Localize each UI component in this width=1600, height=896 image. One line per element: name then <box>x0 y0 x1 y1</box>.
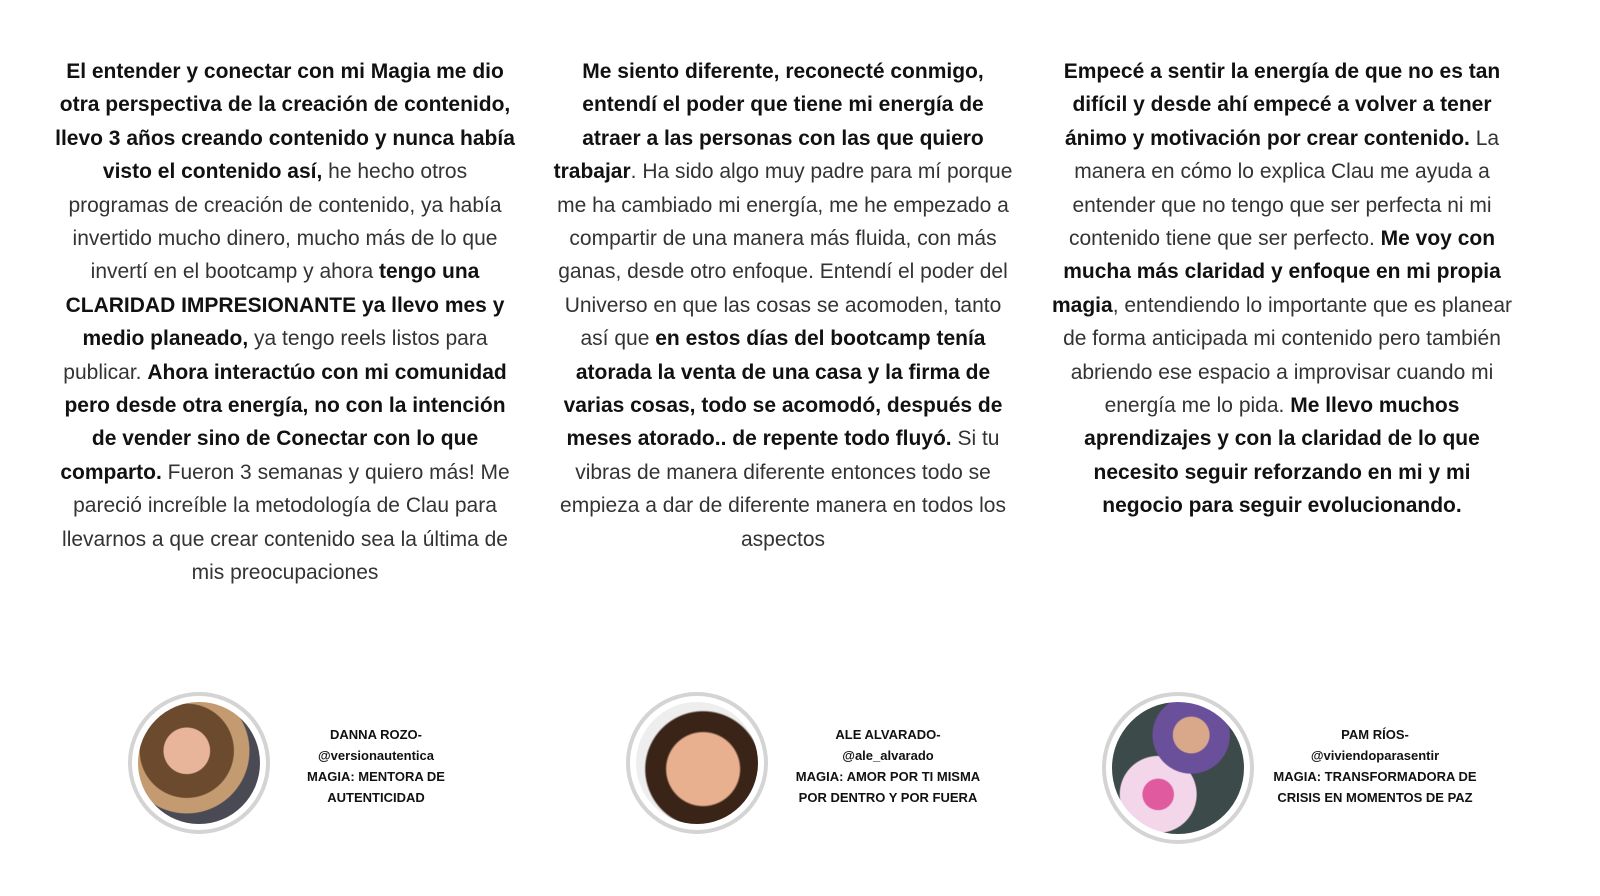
text-segment: . Ha sido algo muy padre para mí porque me ha cambiado mi energía, me he empezado a compartir de una manera más fluida, con más ganas, desde otro enfoque. Entendí el poder del Universo en que las cosas se acomoden, tanto así que <box>557 160 1013 351</box>
author-handle: @viviendoparasentir <box>1310 748 1440 763</box>
author-handle: @ale_alvarado <box>842 748 934 763</box>
bold-text-segment: Me llevo muchos aprendizajes y con la claridad de lo que necesito seguir reforzando en mi y mi negocio para seguir evolucionando. <box>1084 394 1480 518</box>
author-magia: MAGIA: AMOR POR TI MISMA <box>795 769 981 784</box>
bold-text-segment: en estos días del bootcamp tenía atorada la venta de una casa y la firma de varias cosas, todo se acomodó, después de meses atorado.. de repente todo fluyó. <box>563 327 1003 451</box>
author-meta <box>778 724 998 808</box>
text-segment: Fueron 3 semanas y quiero más! Me pareció increíble la metodología de Clau para llevarnos a que crear contenido sea la última de mis preocupaciones <box>62 460 510 585</box>
bold-text-segment: Ahora interactúo con mi comunidad pero desde otra energía, no con la intención de vender sino de Conectar con lo que comparto. <box>60 360 507 484</box>
avatar <box>626 692 768 834</box>
text-segment: , entendiendo lo importante que es planear de forma anticipada mi contenido pero también abriendo ese espacio a improvisar cuando mi energía me lo pida. <box>1063 293 1512 418</box>
text-segment: ya tengo reels listos para publicar. <box>63 327 488 384</box>
bold-text-segment: Me siento diferente, reconecté conmigo, entendí el poder que tiene mi energía de atraer a las personas con las que quiero trabajar <box>553 60 984 184</box>
author-magia: AUTENTICIDAD <box>327 790 425 805</box>
author-magia: CRISIS EN MOMENTOS DE PAZ <box>1277 790 1473 805</box>
author-meta <box>266 724 486 808</box>
text-segment: Si tu vibras de manera diferente entonces todo se empieza a dar de diferente manera en todos los aspectos <box>560 427 1006 551</box>
avatar <box>128 692 270 834</box>
author-magia: POR DENTRO Y POR FUERA <box>798 790 978 805</box>
testimonial-text <box>1052 55 1512 523</box>
text-segment: La manera en cómo lo explica Clau me ayuda a entender que no tengo que ser perfecta ni mi contenido tiene que ser perfecto. <box>1068 126 1500 251</box>
bold-text-segment: tengo una CLARIDAD IMPRESIONANTE ya llevo mes y medio planeado, <box>65 260 505 351</box>
bold-text-segment: Empecé a sentir la energía de que no es tan difícil y desde ahí empecé a volver a tener ánimo y motivación por crear contenido. <box>1063 60 1501 150</box>
testimonial-text <box>55 55 515 590</box>
author-meta <box>1265 724 1485 808</box>
bold-text-segment: Me voy con mucha más claridad y enfoque en mi propia magia <box>1052 227 1501 317</box>
author-magia: MAGIA: TRANSFORMADORA DE <box>1273 769 1477 784</box>
avatar <box>1102 692 1254 844</box>
author-name: PAM RÍOS- <box>1341 727 1409 742</box>
bold-text-segment: El entender y conectar con mi Magia me dio otra perspectiva de la creación de contenido, llevo 3 años creando contenido y nunca había visto el contenido así, <box>55 60 515 184</box>
author-name: ALE ALVARADO- <box>835 727 941 742</box>
author-name: DANNA ROZO- <box>330 727 422 742</box>
author-magia: MAGIA: MENTORA DE <box>307 769 445 784</box>
text-segment: he hecho otros programas de creación de contenido, ya había invertido mucho dinero, mucho más de lo que invertí en el bootcamp y ahora <box>68 160 502 284</box>
testimonial-text <box>553 55 1013 556</box>
author-handle: @versionautentica <box>318 748 434 763</box>
